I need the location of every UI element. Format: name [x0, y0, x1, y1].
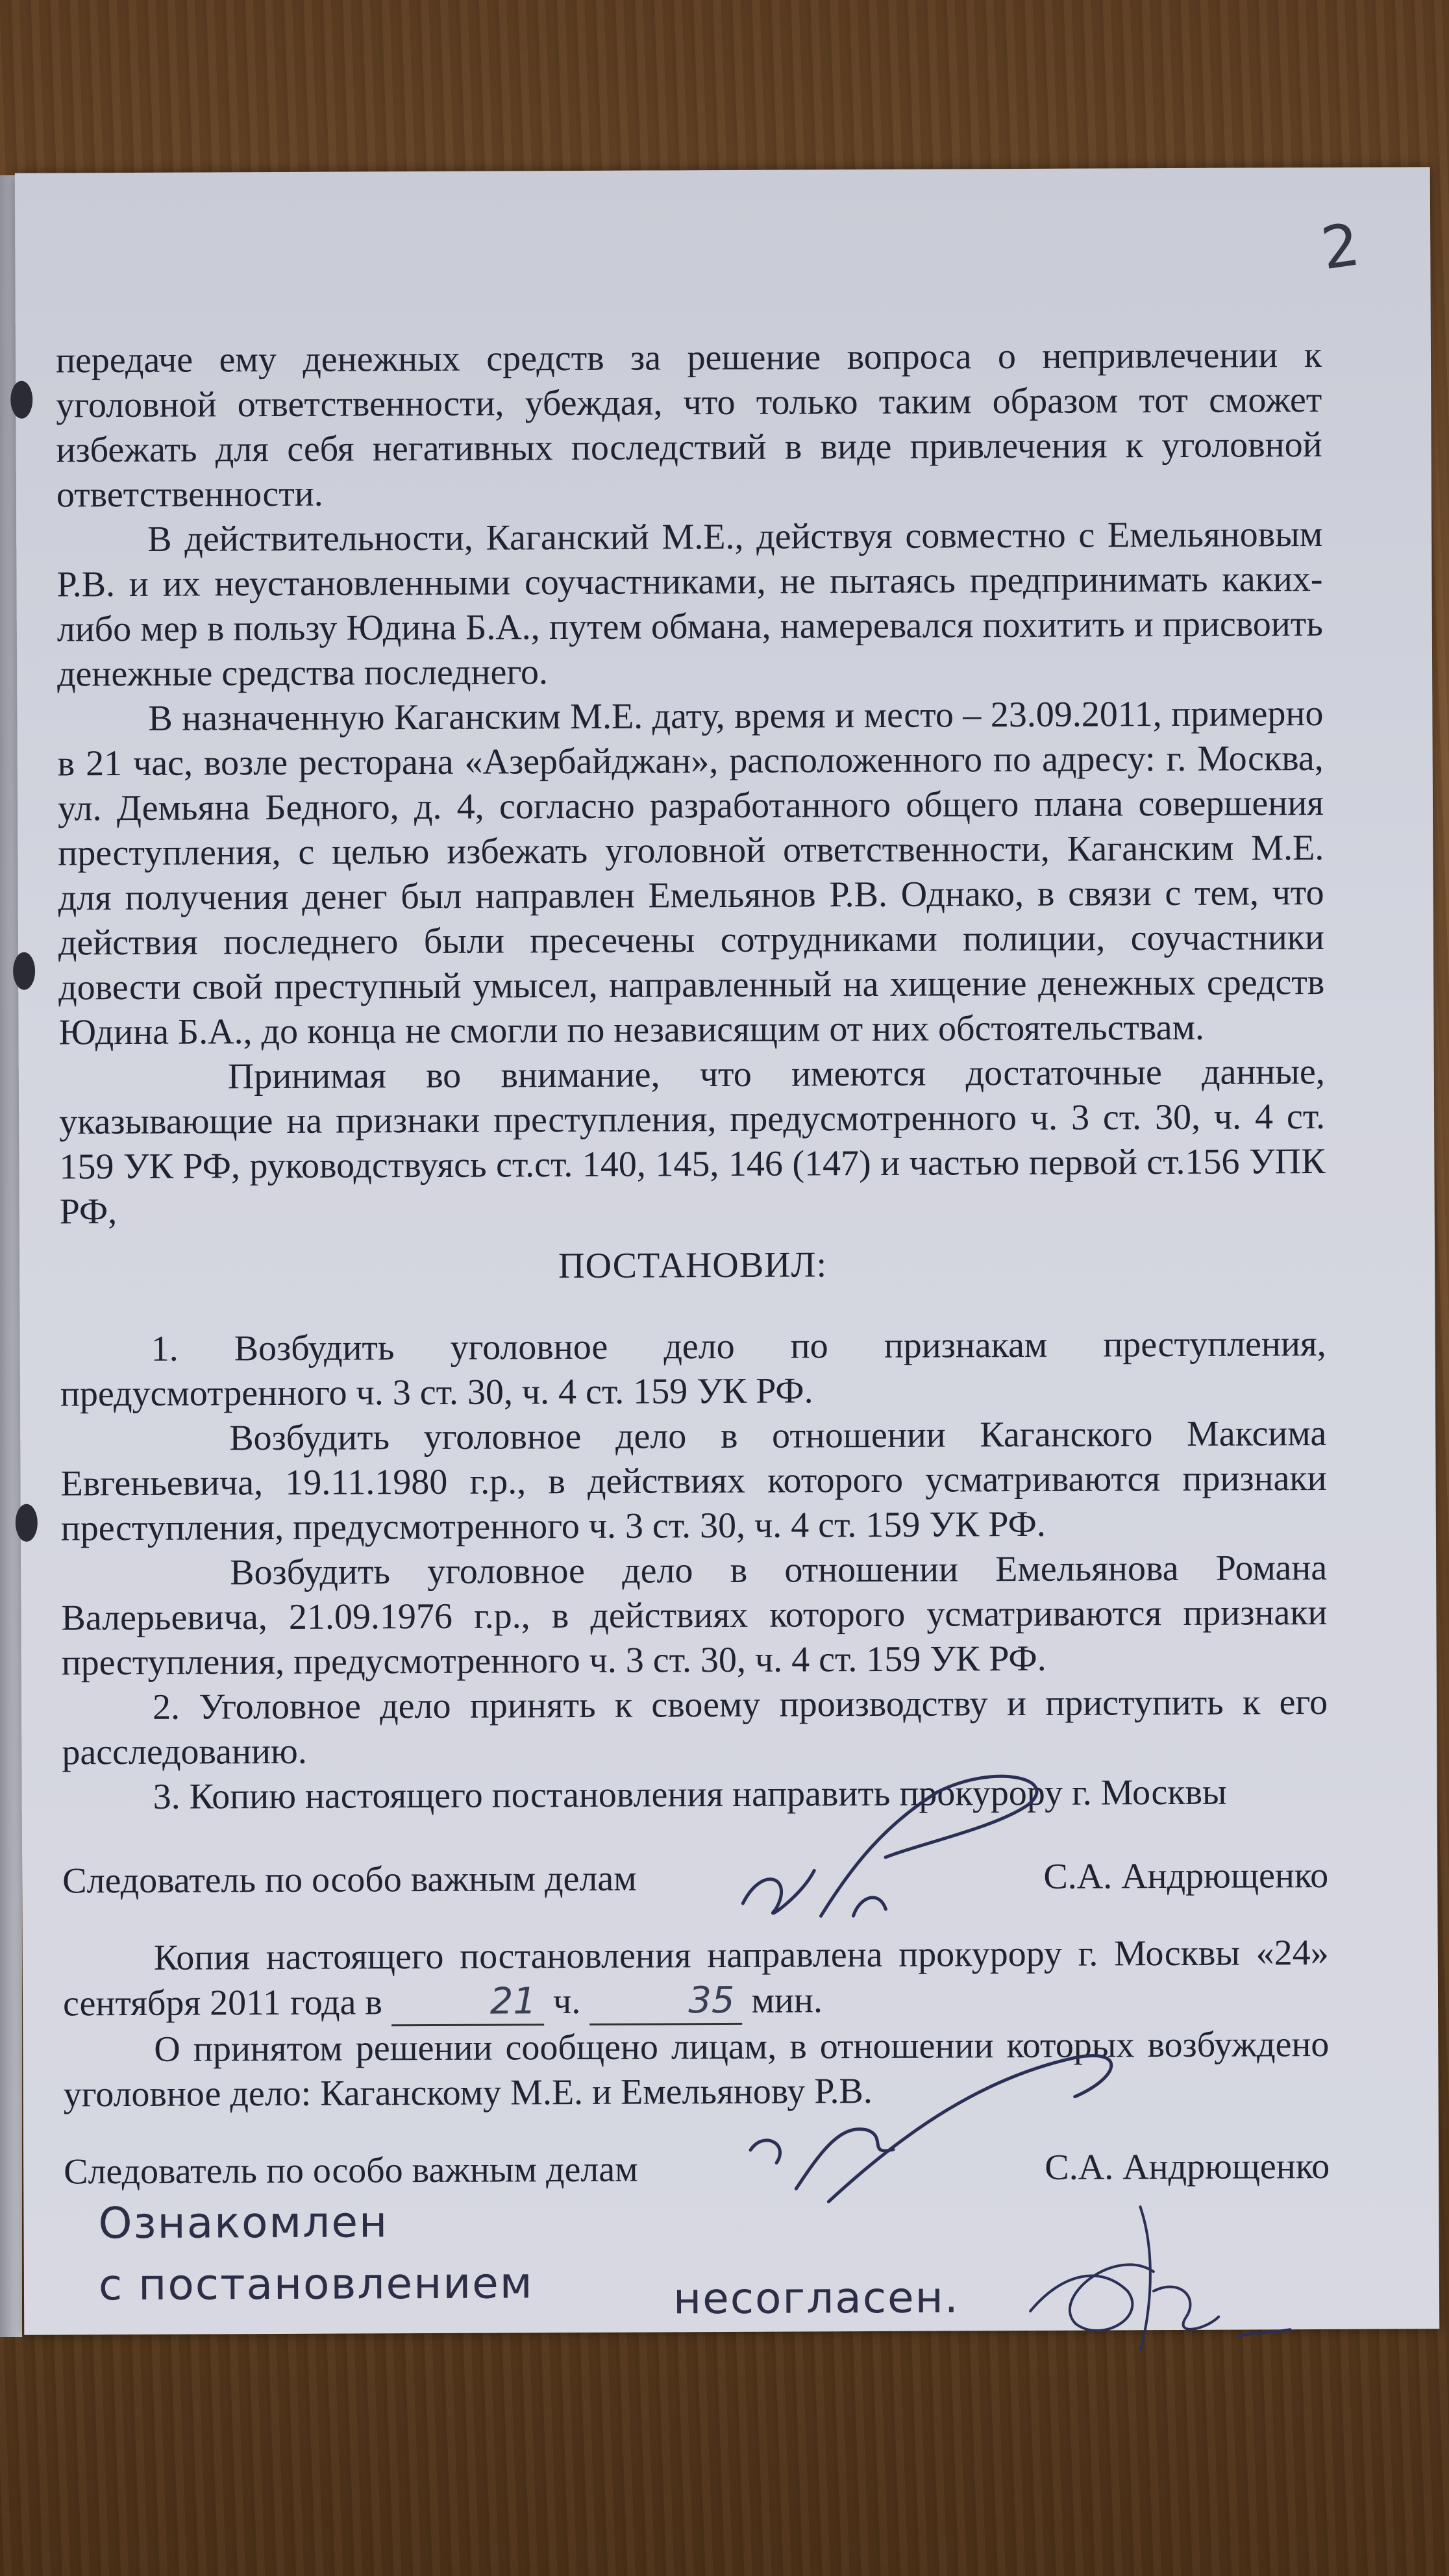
resolution-item: Возбудить уголовное дело в отношении Каганского Максима Евгеньевича, 19.11.1980 г.р., в действиях которого усматриваются признаки преступления, предусмотренного ч. 3 ст. 30, ч. 4 ст. 159 УК РФ.: [60, 1413, 1327, 1549]
handwritten-line: несогласен.: [673, 2272, 960, 2324]
signature-line: [62, 1853, 1328, 1904]
signature-investigator-1: [723, 1766, 1087, 1962]
copy-note: Копия настоящего постановления направлена прокурору г. Москвы «24» сентября 2011 года в 21 ч. 35 мин.: [63, 1931, 1330, 2028]
document-page: [15, 167, 1440, 2334]
page-number: 2: [1317, 210, 1364, 284]
document-body: [56, 333, 1330, 2194]
notice: О принятом решении сообщено лицам, в отношении которых возбуждено уголовное дело: Каганскому М.Е. и Емельянову Р.В.: [63, 2024, 1330, 2115]
signer-name: С.А. Андрющенко: [1045, 2146, 1330, 2188]
handwritten-line: с постановлением: [98, 2258, 534, 2310]
resolution-item: Возбудить уголовное дело в отношении Емельянова Романа Валерьевича, 21.09.1976 г.р., в действиях которого усматриваются признаки преступления, предусмотренного ч. 3 ст. 30, ч. 4 ст. 159 УК РФ.: [61, 1547, 1328, 1683]
signature-accused: [1023, 2193, 1296, 2363]
signer-name: С.А. Андрющенко: [1043, 1855, 1329, 1897]
handwritten-line: Ознакомлен: [98, 2197, 389, 2249]
resolution-heading: ПОСТАНОВИЛ:: [558, 1245, 828, 1287]
punch-hole: [10, 381, 32, 419]
paragraph: Принимая во внимание, что имеются достаточные данные, указывающие на признаки преступления, предусмотренного ч. 3 ст. 30, ч. 4 ст. 159 УК РФ, руководствуясь ст.ст. 140, 145, 146 (147) и частью первой ст.156 УПК РФ,: [58, 1051, 1326, 1232]
copy-hour: 21: [391, 1979, 545, 2026]
paragraph: В действительности, Каганский М.Е., действуя совместно с Емельяновым Р.В. и их неустановленными соучастниками, не пытаясь предпринимать каких-либо мер в пользу Юдина Б.А., путем обмана, намеревался похитить и присвоить денежные средства последнего.: [56, 514, 1323, 695]
resolution-item: 1. Возбудить уголовное дело по признакам преступления, предусмотренного ч. 3 ст. 30, ч. 4 ст. 159 УК РФ.: [60, 1323, 1326, 1415]
resolution-item: 3. Копию настоящего постановления направить прокурору г. Москвы: [153, 1772, 1227, 1817]
paragraph: передаче ему денежных средств за решение вопроса о непривлечении к уголовной ответственности, убеждая, что только таким образом тот сможет избежать для себя негативных последствий в виде привлечения к уголовной ответственности.: [55, 334, 1322, 515]
paragraph: В назначенную Каганским М.Е. дату, время и место – 23.09.2011, примерно в 21 час, возле ресторана «Азербайджан», расположенного по адресу: г. Москва, ул. Демьяна Бедного, д. 4, согласно разработанного общего плана совершения преступления, с целью избежать уголовной ответственности, Каганским М.Е. для получения денег был направлен Емельянов Р.В. Однако, в связи с тем, что действия последнего были пресечены сотрудниками полиции, соучастники довести свой преступный умысел, направленный на хищение денежных средств Юдина Б.А., до конца не смогли по независящим от них обстоятельствам.: [57, 693, 1325, 1053]
signer-role: Следователь по особо важным делам: [62, 1858, 637, 1901]
resolution-item: 2. Уголовное дело принять к своему производству и приступить к его расследованию.: [62, 1681, 1328, 1773]
copy-minute: 35: [589, 1978, 743, 2025]
punch-hole: [13, 952, 35, 990]
punch-hole: [16, 1504, 38, 1542]
signer-role: Следователь по особо важным делам: [64, 2149, 638, 2192]
